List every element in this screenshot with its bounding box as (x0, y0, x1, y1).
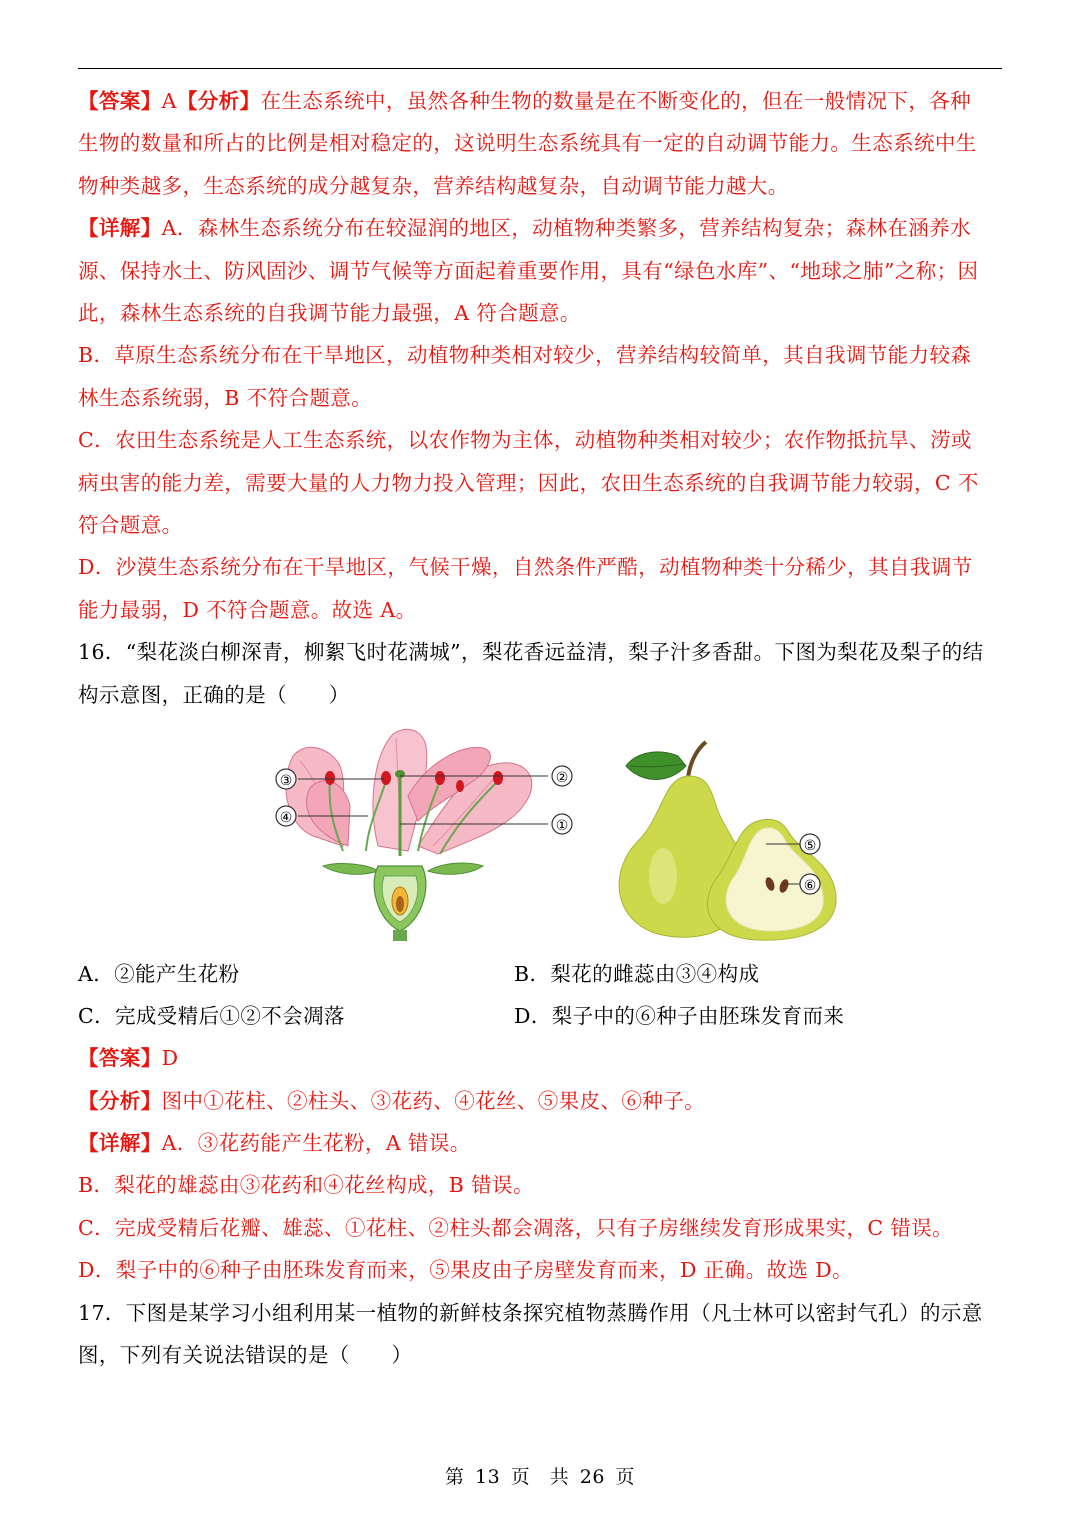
answer-tag: 【答案】 (78, 1046, 162, 1071)
page-footer (0, 1462, 1080, 1489)
header-rule (78, 68, 1002, 69)
detail-text: 符合题意。 (78, 513, 183, 538)
flower-section-illustration (276, 729, 572, 941)
detail-text: D．沙漠生态系统分布在干旱地区，气候干燥，自然条件严酷，动植物种类十分稀少，其自我调节 (78, 555, 973, 580)
footer-text: 页 (615, 1466, 636, 1488)
footer-text: 页 共 (510, 1466, 570, 1488)
detail-text: A．③花药能产生花粉，A 错误。 (161, 1130, 471, 1155)
q16-figures (78, 726, 1002, 941)
analysis-text: 图中①花柱、②柱头、③花药、④花丝、⑤果皮、⑥种子。 (161, 1088, 706, 1113)
q16-analysis-line (78, 1080, 1002, 1122)
figure-label: ② (555, 770, 569, 787)
page-content (78, 80, 1002, 1376)
question-stem: 16．“梨花淡白柳深青，柳絮飞时花满城”，梨花香远益清，梨子汁多香甜。下图为梨花及梨子的结 (78, 640, 984, 665)
q16-options (78, 953, 1002, 1037)
detail-tag: 【详解】 (78, 1130, 162, 1155)
footer-text: 第 (444, 1466, 465, 1488)
analysis-tag: 【分析】 (176, 89, 261, 113)
detail-text: 源、保持水土、防风固沙、调节气候等方面起着重要作用，具有“绿色水库”、“地球之肺”之称；因 (78, 258, 979, 283)
figure-label: ⑥ (803, 878, 817, 895)
q16-detail-line (78, 1122, 1002, 1164)
option-a: A．②能产生花粉 (78, 962, 240, 987)
pear-flower-and-fruit-diagram (78, 726, 1002, 941)
detail-text: 能力最弱，D 不符合题意。故选 A。 (78, 597, 417, 622)
detail-text: C．农田生态系统是人工生态系统，以农作物为主体，动植物种类相对较少；农作物抵抗旱、涝或 (78, 428, 972, 453)
answer-value: A (161, 89, 177, 113)
analysis-text: 物种类越多，生态系统的成分越复杂，营养结构越复杂，自动调节能力越大。 (78, 173, 789, 198)
page-total: 26 (579, 1466, 605, 1488)
detail-text: B．梨花的雄蕊由③花药和④花丝构成，B 错误。 (78, 1173, 534, 1198)
q15-answer-line (78, 80, 1002, 122)
analysis-text: 生物的数量和所占的比例是相对稳定的，这说明生态系统具有一定的自动调节能力。生态系统中生 (78, 131, 977, 156)
detail-text: C．完成受精后花瓣、雄蕊、①花柱、②柱头都会凋落，只有子房继续发育形成果实，C 错误。 (78, 1215, 954, 1240)
detail-tag: 【详解】 (78, 216, 162, 241)
detail-text: D．梨子中的⑥种子由胚珠发育而来，⑤果皮由子房壁发育而来，D 正确。故选 D。 (78, 1258, 853, 1283)
figure-label: ① (555, 818, 569, 835)
question-stem: 17．下图是某学习小组利用某一植物的新鲜枝条探究植物蒸腾作用（凡士林可以密封气孔）的示意 (78, 1300, 983, 1325)
detail-text: A．森林生态系统分布在较湿润的地区，动植物种类繁多，营养结构复杂；森林在涵养水 (161, 216, 972, 241)
figure-label: ⑤ (803, 838, 817, 855)
analysis-text: 在生态系统中，虽然各种生物的数量是在不断变化的，但在一般情况下，各种 (260, 89, 972, 113)
analysis-tag: 【分析】 (78, 1088, 162, 1113)
option-c: C．完成受精后①②不会凋落 (78, 1004, 345, 1029)
question-stem: 图，下列有关说法错误的是（ ） (78, 1342, 413, 1367)
figure-label: ④ (279, 810, 293, 827)
q15-detail-line (78, 207, 1002, 249)
question-stem: 构示意图，正确的是（ ） (78, 682, 350, 707)
detail-text: 此，森林生态系统的自我调节能力最强，A 符合题意。 (78, 301, 581, 326)
figure-label: ③ (279, 773, 293, 790)
answer-value: D (161, 1046, 179, 1071)
page-number: 13 (475, 1466, 501, 1488)
q16-answer-line (78, 1037, 1002, 1079)
answer-tag: 【答案】 (78, 89, 162, 113)
detail-text: B．草原生态系统分布在干旱地区，动植物种类相对较少，营养结构较简单，其自我调节能力较森 (78, 343, 972, 368)
option-b: B．梨花的雌蕊由③④构成 (514, 962, 760, 987)
detail-text: 病虫害的能力差，需要大量的人力物力投入管理；因此，农田生态系统的自我调节能力较弱，C 不 (78, 470, 979, 495)
detail-text: 林生态系统弱，B 不符合题意。 (78, 385, 373, 410)
option-d: D．梨子中的⑥种子由胚珠发育而来 (514, 1004, 845, 1029)
